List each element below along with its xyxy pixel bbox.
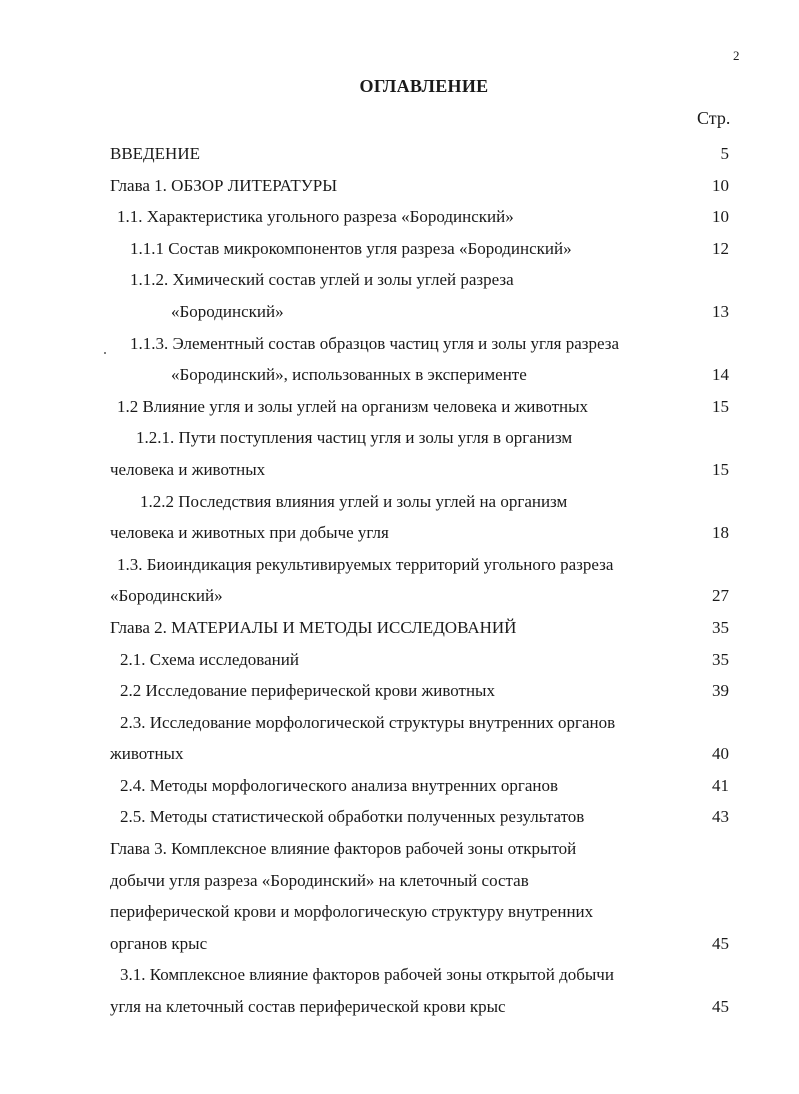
toc-entry-text: человека и животных xyxy=(110,459,266,479)
toc-entry-page: 45 xyxy=(712,933,729,953)
toc-entry-text: «Бородинский», использованных в эксперименте xyxy=(171,365,527,385)
table-of-contents xyxy=(0,138,799,1023)
toc-entry-text: человека и животных при добыче угля xyxy=(110,523,389,543)
toc-entry-text: угля на клеточный состав периферической крови крыс xyxy=(110,997,506,1017)
toc-entry-page: 45 xyxy=(712,997,729,1017)
page-number: 2 xyxy=(733,48,740,63)
toc-line xyxy=(0,201,799,233)
toc-line xyxy=(0,391,799,423)
toc-entry-text: Глава 1. ОБЗОР ЛИТЕРАТУРЫ xyxy=(110,175,338,195)
toc-line xyxy=(0,138,799,170)
toc-entry-page: 40 xyxy=(712,744,729,764)
toc-entry-text: 1.1.1 Состав микрокомпонентов угля разреза «Бородинский» xyxy=(130,238,572,258)
toc-line xyxy=(0,991,799,1023)
toc-entry-page: 15 xyxy=(712,396,729,416)
toc-entry-text: 1.2.1. Пути поступления частиц угля и золы угля в организм xyxy=(136,428,573,448)
toc-line xyxy=(0,422,799,454)
toc-entry-page: 12 xyxy=(712,238,729,258)
toc-entry-page: 39 xyxy=(712,681,729,701)
toc-entry-text: 1.2 Влияние угля и золы углей на организм человека и животных xyxy=(117,396,589,416)
toc-entry-page: 15 xyxy=(712,459,729,479)
toc-entry-text: Глава 3. Комплексное влияние факторов рабочей зоны открытой xyxy=(110,839,577,859)
toc-line xyxy=(0,486,799,518)
toc-entry-text: 1.2.2 Последствия влияния углей и золы углей на организм xyxy=(140,491,568,511)
toc-entry-page: 10 xyxy=(712,207,729,227)
toc-line xyxy=(0,328,799,360)
page-column-label: Стр. xyxy=(697,108,731,128)
toc-line xyxy=(0,580,799,612)
toc-line xyxy=(0,865,799,897)
toc-entry-page: 13 xyxy=(712,301,729,321)
toc-line xyxy=(0,612,799,644)
toc-entry-text: 2.3. Исследование морфологической структуры внутренних органов xyxy=(120,712,616,732)
toc-line xyxy=(0,928,799,960)
toc-entry-page: 35 xyxy=(712,617,729,637)
toc-line xyxy=(0,517,799,549)
toc-entry-text: Глава 2. МАТЕРИАЛЫ И МЕТОДЫ ИССЛЕДОВАНИЙ xyxy=(110,617,517,637)
toc-entry-text: 2.4. Методы морфологического анализа внутренних органов xyxy=(120,775,559,795)
toc-entry-page: 35 xyxy=(712,649,729,669)
toc-entry-text: 2.5. Методы статистической обработки полученных результатов xyxy=(120,807,585,827)
toc-line xyxy=(0,770,799,802)
toc-entry-page: 41 xyxy=(712,775,729,795)
page-title: ОГЛАВЛЕНИЕ xyxy=(359,76,489,96)
toc-entry-page: 5 xyxy=(720,144,729,163)
toc-line xyxy=(0,454,799,486)
toc-entry-page: 14 xyxy=(712,365,729,385)
toc-line xyxy=(0,833,799,865)
toc-entry-text: 1.1.3. Элементный состав образцов частиц угля и золы угля разреза xyxy=(130,333,619,353)
toc-entry-page: 27 xyxy=(712,586,729,606)
toc-entry-text: 1.3. Биоиндикация рекультивируемых территорий угольного разреза xyxy=(117,554,614,574)
toc-line xyxy=(0,801,799,833)
toc-line xyxy=(0,675,799,707)
toc-entry-text: животных xyxy=(110,744,184,764)
toc-entry-text: 1.1.2. Химический состав углей и золы углей разреза xyxy=(130,270,514,290)
toc-entry-text: ВВЕДЕНИЕ xyxy=(110,144,200,163)
toc-line xyxy=(0,264,799,296)
toc-line xyxy=(0,233,799,265)
toc-line xyxy=(0,644,799,676)
toc-line xyxy=(0,738,799,770)
toc-line xyxy=(0,359,799,391)
toc-line xyxy=(0,959,799,991)
toc-entry-text: «Бородинский» xyxy=(110,586,223,606)
toc-entry-page: 43 xyxy=(712,807,729,827)
toc-entry-text: 1.1. Характеристика угольного разреза «Бородинский» xyxy=(117,207,514,227)
toc-line xyxy=(0,296,799,328)
toc-entry-page: 10 xyxy=(712,175,729,195)
toc-entry-text: 3.1. Комплексное влияние факторов рабочей зоны открытой добычи xyxy=(120,965,614,985)
toc-entry-text: 2.1. Схема исследований xyxy=(120,649,299,669)
toc-line xyxy=(0,549,799,581)
toc-line xyxy=(0,707,799,739)
toc-line xyxy=(0,896,799,928)
toc-entry-text: органов крыс xyxy=(110,933,208,953)
toc-entry-text: добычи угля разреза «Бородинский» на клеточный состав xyxy=(110,870,529,890)
toc-line xyxy=(0,170,799,202)
toc-entry-text: 2.2 Исследование периферической крови животных xyxy=(120,681,495,701)
toc-entry-text: «Бородинский» xyxy=(171,301,284,321)
toc-entry-text: периферической крови и морфологическую структуру внутренних xyxy=(110,902,594,922)
toc-entry-page: 18 xyxy=(712,523,729,543)
